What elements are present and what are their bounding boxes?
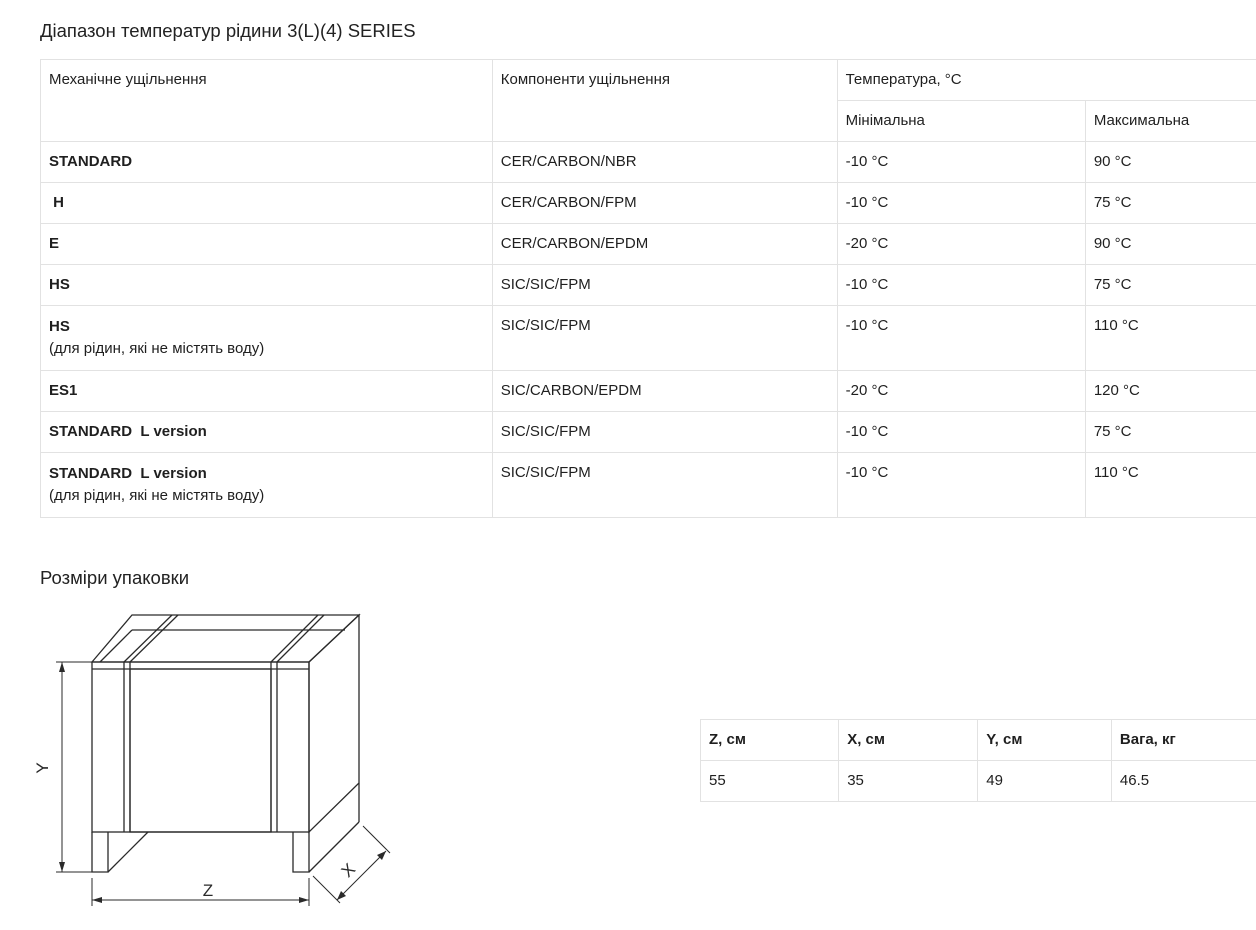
temperature-range-title: Діапазон температур рідини 3(L)(4) SERIES	[40, 20, 416, 41]
header-components: Компоненти ущільнення	[492, 60, 837, 142]
components-cell: SIC/SIC/FPM	[492, 453, 837, 518]
seal-cell	[41, 412, 493, 453]
max-temp-cell: 75 °C	[1085, 265, 1256, 306]
components-cell: SIC/SIC/FPM	[492, 265, 837, 306]
components-cell: SIC/CARBON/EPDM	[492, 371, 837, 412]
seal-name: STANDARD L version	[49, 423, 207, 440]
table-header-row	[701, 720, 1256, 761]
table-row	[41, 142, 1256, 183]
seal-cell	[41, 453, 493, 518]
crate-front-panel	[130, 669, 271, 832]
table-row	[41, 224, 1256, 265]
table-header-row	[41, 60, 1256, 101]
max-temp-cell: 75 °C	[1085, 412, 1256, 453]
seal-cell	[41, 371, 493, 412]
table-row	[41, 453, 1256, 518]
components-cell: CER/CARBON/EPDM	[492, 224, 837, 265]
max-temp-cell: 90 °C	[1085, 142, 1256, 183]
table-row	[41, 265, 1256, 306]
header-min: Мінімальна	[837, 101, 1085, 142]
min-temp-cell: -10 °C	[837, 412, 1085, 453]
header-y: Y, см	[978, 720, 1112, 761]
min-temp-cell: -20 °C	[837, 224, 1085, 265]
header-weight: Вага, кг	[1111, 720, 1256, 761]
header-temperature: Температура, °C	[837, 60, 1256, 101]
label-x: X	[337, 859, 360, 882]
components-cell: CER/CARBON/FPM	[492, 183, 837, 224]
packaging-dimensions-table	[700, 719, 1256, 802]
seal-name: HS	[49, 318, 70, 335]
value-weight: 46.5	[1111, 761, 1256, 802]
min-temp-cell: -20 °C	[837, 371, 1085, 412]
table-row	[41, 306, 1256, 371]
max-temp-cell: 75 °C	[1085, 183, 1256, 224]
seal-name: E	[49, 235, 60, 252]
max-temp-cell: 90 °C	[1085, 224, 1256, 265]
seal-cell	[41, 265, 493, 306]
seal-note: (для рідин, які не містять воду)	[49, 487, 265, 504]
crate-side-face	[309, 615, 359, 832]
temperature-range-table	[40, 59, 1256, 518]
min-temp-cell: -10 °C	[837, 142, 1085, 183]
header-z: Z, см	[701, 720, 839, 761]
components-cell: SIC/SIC/FPM	[492, 306, 837, 371]
seal-cell	[41, 224, 493, 265]
components-cell: CER/CARBON/NBR	[492, 142, 837, 183]
label-y: Y	[33, 762, 52, 774]
value-z: 55	[701, 761, 839, 802]
seal-name: HS	[49, 276, 70, 293]
value-x: 35	[839, 761, 978, 802]
seal-name: STANDARD	[49, 153, 133, 170]
seal-cell	[41, 142, 493, 183]
header-seal: Механічне ущільнення	[41, 60, 493, 142]
components-cell: SIC/SIC/FPM	[492, 412, 837, 453]
header-max: Максимальна	[1085, 101, 1256, 142]
value-y: 49	[978, 761, 1112, 802]
table-row	[41, 371, 1256, 412]
header-x: X, см	[839, 720, 978, 761]
seal-name: H	[49, 194, 64, 211]
seal-name: ES1	[49, 382, 78, 399]
packaging-dimensions-title: Розміри упаковки	[40, 567, 190, 588]
max-temp-cell: 110 °C	[1085, 306, 1256, 371]
seal-name: STANDARD L version	[49, 465, 207, 482]
seal-note: (для рідин, які не містять воду)	[49, 340, 265, 357]
crate-dimensions-diagram	[30, 605, 400, 915]
seal-cell	[41, 183, 493, 224]
max-temp-cell: 120 °C	[1085, 371, 1256, 412]
table-row	[41, 412, 1256, 453]
label-z: Z	[202, 881, 214, 900]
table-row	[41, 183, 1256, 224]
min-temp-cell: -10 °C	[837, 183, 1085, 224]
min-temp-cell: -10 °C	[837, 453, 1085, 518]
seal-cell	[41, 306, 493, 371]
min-temp-cell: -10 °C	[837, 265, 1085, 306]
max-temp-cell: 110 °C	[1085, 453, 1256, 518]
table-row	[701, 761, 1256, 802]
min-temp-cell: -10 °C	[837, 306, 1085, 371]
